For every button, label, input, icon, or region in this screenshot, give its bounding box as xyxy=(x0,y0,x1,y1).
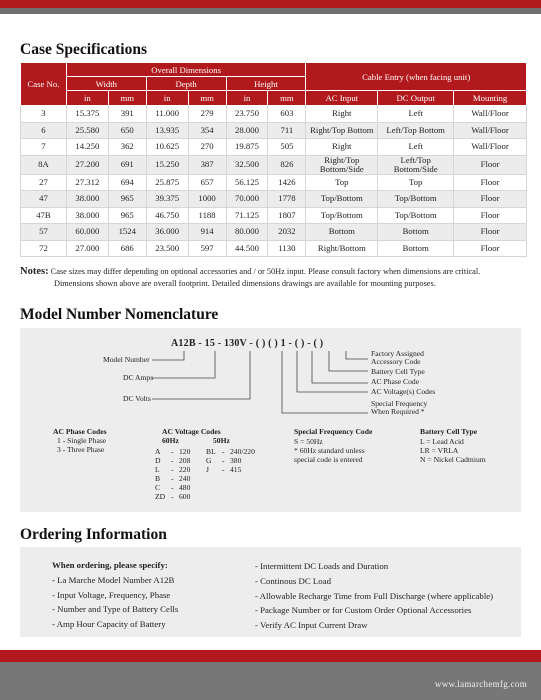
ac-phase-title: AC Phase Codes xyxy=(53,427,107,436)
table-row xyxy=(21,174,527,191)
table-cell: 6 xyxy=(21,122,67,139)
table-cell: 10.625 xyxy=(146,139,188,156)
table-cell: Right/Top Bottom xyxy=(306,122,378,139)
special-frequency-item: special code is entered xyxy=(294,455,363,464)
ac-voltage-code-part: ZD xyxy=(155,492,166,501)
top-grey-band xyxy=(0,8,541,14)
ac-phase-item: 1 - Single Phase xyxy=(57,436,107,445)
table-cell: Floor xyxy=(454,155,527,174)
ac-voltage-code-part: 240 xyxy=(179,474,191,483)
table-row xyxy=(21,240,527,257)
table-cell: 965 xyxy=(108,191,146,208)
ac-voltage-code-part: C xyxy=(155,483,161,492)
table-row xyxy=(21,122,527,139)
table-cell: 694 xyxy=(108,174,146,191)
bottom-red-band xyxy=(0,650,541,662)
table-cell: 1426 xyxy=(268,174,306,191)
ac-voltage-code xyxy=(155,492,209,501)
table-cell: 19.875 xyxy=(226,139,268,156)
table-cell: Bottom xyxy=(306,224,378,241)
col-cable-entry: Cable Entry (when facing unit) xyxy=(306,63,527,91)
table-cell: 32.500 xyxy=(226,155,268,174)
table-cell: 1807 xyxy=(268,207,306,224)
ac-voltage-code xyxy=(155,456,209,465)
table-cell: 711 xyxy=(268,122,306,139)
notes xyxy=(20,266,530,289)
table-cell: 39.375 xyxy=(146,191,188,208)
website-link[interactable]: www.lamarchemfg.com xyxy=(434,679,527,689)
table-cell: Left/Top Bottom/Side xyxy=(378,155,454,174)
table-cell: 15.250 xyxy=(146,155,188,174)
ac-voltage-60hz: 60Hz xyxy=(162,436,179,445)
table-cell: 70.000 xyxy=(226,191,268,208)
table-cell: Left xyxy=(378,106,454,123)
table-cell: 46.750 xyxy=(146,207,188,224)
top-red-band xyxy=(0,0,541,8)
ac-voltage-code-part: A xyxy=(155,447,161,456)
ac-voltage-code-part: 480 xyxy=(179,483,191,492)
table-row xyxy=(21,139,527,156)
table-cell: 23.750 xyxy=(226,106,268,123)
ac-voltage-code-part: - xyxy=(171,456,174,465)
ac-voltage-50hz: 50Hz xyxy=(213,436,230,445)
ac-voltage-code-part: 380 xyxy=(230,456,242,465)
case-spec-table xyxy=(20,62,527,257)
ac-voltage-code-part: BL xyxy=(206,447,216,456)
ac-voltage-code-part: D xyxy=(155,456,161,465)
label-ac-phase-code: AC Phase Code xyxy=(371,377,420,386)
nomenclature-connectors xyxy=(20,328,521,512)
table-cell: 1130 xyxy=(268,240,306,257)
table-cell: 27 xyxy=(21,174,67,191)
ac-voltage-code xyxy=(206,465,260,474)
table-cell: 44.500 xyxy=(226,240,268,257)
table-cell: Wall/Floor xyxy=(454,139,527,156)
table-cell: 47B xyxy=(21,207,67,224)
table-cell: Top xyxy=(306,174,378,191)
table-cell: 27.200 xyxy=(66,155,108,174)
ac-voltage-code-part: - xyxy=(171,492,174,501)
col-dc-output: DC Output xyxy=(378,91,454,106)
table-cell: 387 xyxy=(188,155,226,174)
ac-voltage-code-part: - xyxy=(171,447,174,456)
table-cell: Left xyxy=(378,139,454,156)
ac-voltage-code-part: - xyxy=(222,447,225,456)
ordering-left-list xyxy=(52,558,178,632)
ac-voltage-code-part: - xyxy=(171,483,174,492)
label-model-number: Model Number xyxy=(103,355,150,364)
table-cell: 597 xyxy=(188,240,226,257)
notes-line-2: Dimensions shown above are overall footprint. Detailed dimensions drawings are available for mounting purposes. xyxy=(54,278,436,288)
table-cell: Floor xyxy=(454,174,527,191)
table-row xyxy=(21,155,527,174)
table-cell: Wall/Floor xyxy=(454,106,527,123)
notes-line-1: Case sizes may differ depending on optional accessories and / or 50Hz input. Please consult factory when dimensions are critical. xyxy=(50,267,481,276)
table-cell: 80.000 xyxy=(226,224,268,241)
ordering-panel xyxy=(20,547,521,637)
table-cell: 28.000 xyxy=(226,122,268,139)
table-cell: 362 xyxy=(108,139,146,156)
case-specifications-title: Case Specifications xyxy=(20,41,148,58)
table-cell: Floor xyxy=(454,207,527,224)
ac-voltage-title: AC Voltage Codes xyxy=(162,427,221,436)
label-ac-voltage-codes: AC Voltage(s) Codes xyxy=(371,387,436,396)
table-cell: Right xyxy=(306,106,378,123)
table-cell: 11.000 xyxy=(146,106,188,123)
battery-cell-item: L = Lead Acid xyxy=(420,437,464,446)
table-cell: 691 xyxy=(108,155,146,174)
col-depth: Depth xyxy=(146,77,226,91)
table-cell: Top/Bottom xyxy=(306,191,378,208)
table-cell: 56.125 xyxy=(226,174,268,191)
table-cell: 686 xyxy=(108,240,146,257)
ac-voltage-code-part: - xyxy=(171,465,174,474)
label-dc-volts: DC Volts xyxy=(123,394,151,403)
table-cell: 2032 xyxy=(268,224,306,241)
ordering-right-list xyxy=(255,559,493,633)
special-frequency-item: S = 50Hz xyxy=(294,437,323,446)
ordering-item: - Package Number or for Custom Order Optional Accessories xyxy=(255,605,472,616)
label-special-frequency: Special Frequency When Required * xyxy=(371,399,428,417)
special-frequency-item: * 60Hz standard unless xyxy=(294,446,365,455)
col-unit-in: in xyxy=(146,91,188,106)
col-unit-in: in xyxy=(226,91,268,106)
ac-voltage-code-part: 415 xyxy=(230,465,242,474)
ac-voltage-code-part: 240/220 xyxy=(230,447,255,456)
ac-voltage-code-part: - xyxy=(222,456,225,465)
ordering-item: - Amp Hour Capacity of Battery xyxy=(52,619,166,630)
ac-voltage-code-part: G xyxy=(206,456,212,465)
table-cell: 1188 xyxy=(188,207,226,224)
ac-voltage-code-part: 120 xyxy=(179,447,191,456)
col-unit-mm: mm xyxy=(268,91,306,106)
table-cell: Wall/Floor xyxy=(454,122,527,139)
ac-voltage-code xyxy=(155,447,209,456)
model-nomenclature-title: Model Number Nomenclature xyxy=(20,306,219,323)
col-mounting: Mounting xyxy=(454,91,527,106)
ordering-item: - La Marche Model Number A12B xyxy=(52,574,175,585)
label-battery-cell-type: Battery Cell Type xyxy=(371,367,425,376)
table-cell: 25.875 xyxy=(146,174,188,191)
table-cell: 650 xyxy=(108,122,146,139)
table-cell: 38.000 xyxy=(66,207,108,224)
table-row xyxy=(21,224,527,241)
ordering-item: - Continous DC Load xyxy=(255,575,331,586)
ac-voltage-code-part: J xyxy=(206,465,209,474)
col-unit-mm: mm xyxy=(188,91,226,106)
table-cell: 603 xyxy=(268,106,306,123)
ac-voltage-code-part: - xyxy=(222,465,225,474)
battery-cell-item: N = Nickel Cadmium xyxy=(420,455,486,464)
table-cell: 914 xyxy=(188,224,226,241)
ac-voltage-code-part: 220 xyxy=(179,465,191,474)
table-cell: 8A xyxy=(21,155,67,174)
table-cell: 14.250 xyxy=(66,139,108,156)
ordering-item: - Intermittent DC Loads and Duration xyxy=(255,561,389,571)
table-cell: 60.000 xyxy=(66,224,108,241)
table-cell: Right/Bottom xyxy=(306,240,378,257)
table-cell: Floor xyxy=(454,224,527,241)
table-cell: 57 xyxy=(21,224,67,241)
col-unit-mm: mm xyxy=(108,91,146,106)
table-cell: 3 xyxy=(21,106,67,123)
table-cell: 1524 xyxy=(108,224,146,241)
table-row xyxy=(21,191,527,208)
ac-voltage-code-part: B xyxy=(155,474,161,483)
ordering-heading: When ordering, please specify: xyxy=(52,560,168,570)
table-cell: 36.000 xyxy=(146,224,188,241)
table-cell: 279 xyxy=(188,106,226,123)
ac-voltage-code xyxy=(155,483,209,492)
ac-voltage-code xyxy=(155,465,209,474)
table-cell: Top/Bottom xyxy=(378,207,454,224)
table-cell: 13.935 xyxy=(146,122,188,139)
ordering-item: - Input Voltage, Frequency, Phase xyxy=(52,589,171,600)
table-cell: 270 xyxy=(188,139,226,156)
table-cell: Bottom xyxy=(378,224,454,241)
table-cell: 354 xyxy=(188,122,226,139)
table-cell: 7 xyxy=(21,139,67,156)
battery-cell-title: Battery Cell Type xyxy=(420,427,478,436)
ac-voltage-code xyxy=(206,447,260,456)
ac-voltage-code-part: L xyxy=(155,465,160,474)
ordering-item: - Verify AC Input Current Draw xyxy=(255,620,368,631)
special-frequency-title: Special Frequency Code xyxy=(294,427,373,436)
ac-voltage-code-part: 208 xyxy=(179,456,191,465)
ac-voltage-code-part: - xyxy=(171,474,174,483)
col-ac-input: AC Input xyxy=(306,91,378,106)
ac-voltage-code xyxy=(155,474,209,483)
label-dc-amps: DC Amps xyxy=(123,373,154,382)
ordering-item: - Allowable Recharge Time from Full Discharge (where applicable) xyxy=(255,590,494,601)
ordering-item: - Number and Type of Battery Cells xyxy=(52,604,179,615)
table-cell: Floor xyxy=(454,191,527,208)
col-overall-dimensions: Overall Dimensions xyxy=(66,63,305,77)
battery-cell-item: LR = VRLA xyxy=(420,446,459,455)
ordering-information-title: Ordering Information xyxy=(20,526,167,543)
table-cell: 965 xyxy=(108,207,146,224)
notes-label: Notes: xyxy=(20,266,49,277)
table-cell: 27.312 xyxy=(66,174,108,191)
table-cell: 826 xyxy=(268,155,306,174)
table-cell: 25.580 xyxy=(66,122,108,139)
table-cell: Right xyxy=(306,139,378,156)
table-cell: 15.375 xyxy=(66,106,108,123)
col-width: Width xyxy=(66,77,146,91)
table-cell: 657 xyxy=(188,174,226,191)
ac-voltage-code xyxy=(206,456,260,465)
col-unit-in: in xyxy=(66,91,108,106)
table-cell: 47 xyxy=(21,191,67,208)
nomenclature-panel xyxy=(20,328,521,512)
table-cell: 391 xyxy=(108,106,146,123)
table-cell: 1778 xyxy=(268,191,306,208)
table-cell: 38.000 xyxy=(66,191,108,208)
table-cell: Top/Bottom xyxy=(306,207,378,224)
table-cell: 505 xyxy=(268,139,306,156)
table-cell: 1000 xyxy=(188,191,226,208)
table-cell: 27.000 xyxy=(66,240,108,257)
model-code: A12B - 15 - 130V - ( ) ( ) 1 - ( ) - ( ) xyxy=(171,338,324,349)
table-cell: Top/Bottom xyxy=(378,191,454,208)
table-row xyxy=(21,207,527,224)
ac-voltage-code-part: 600 xyxy=(179,492,191,501)
table-cell: Floor xyxy=(454,240,527,257)
table-cell: Bottom xyxy=(378,240,454,257)
table-cell: 71.125 xyxy=(226,207,268,224)
table-cell: Top xyxy=(378,174,454,191)
col-height: Height xyxy=(226,77,306,91)
table-cell: 23.500 xyxy=(146,240,188,257)
label-accessory-code: Factory Assigned Accessory Code xyxy=(371,349,424,367)
table-cell: Left/Top Bottom xyxy=(378,122,454,139)
table-row xyxy=(21,106,527,123)
ac-phase-item: 3 - Three Phase xyxy=(57,445,105,454)
col-case-no: Case No. xyxy=(21,63,67,106)
table-cell: Right/Top Bottom/Side xyxy=(306,155,378,174)
table-cell: 72 xyxy=(21,240,67,257)
